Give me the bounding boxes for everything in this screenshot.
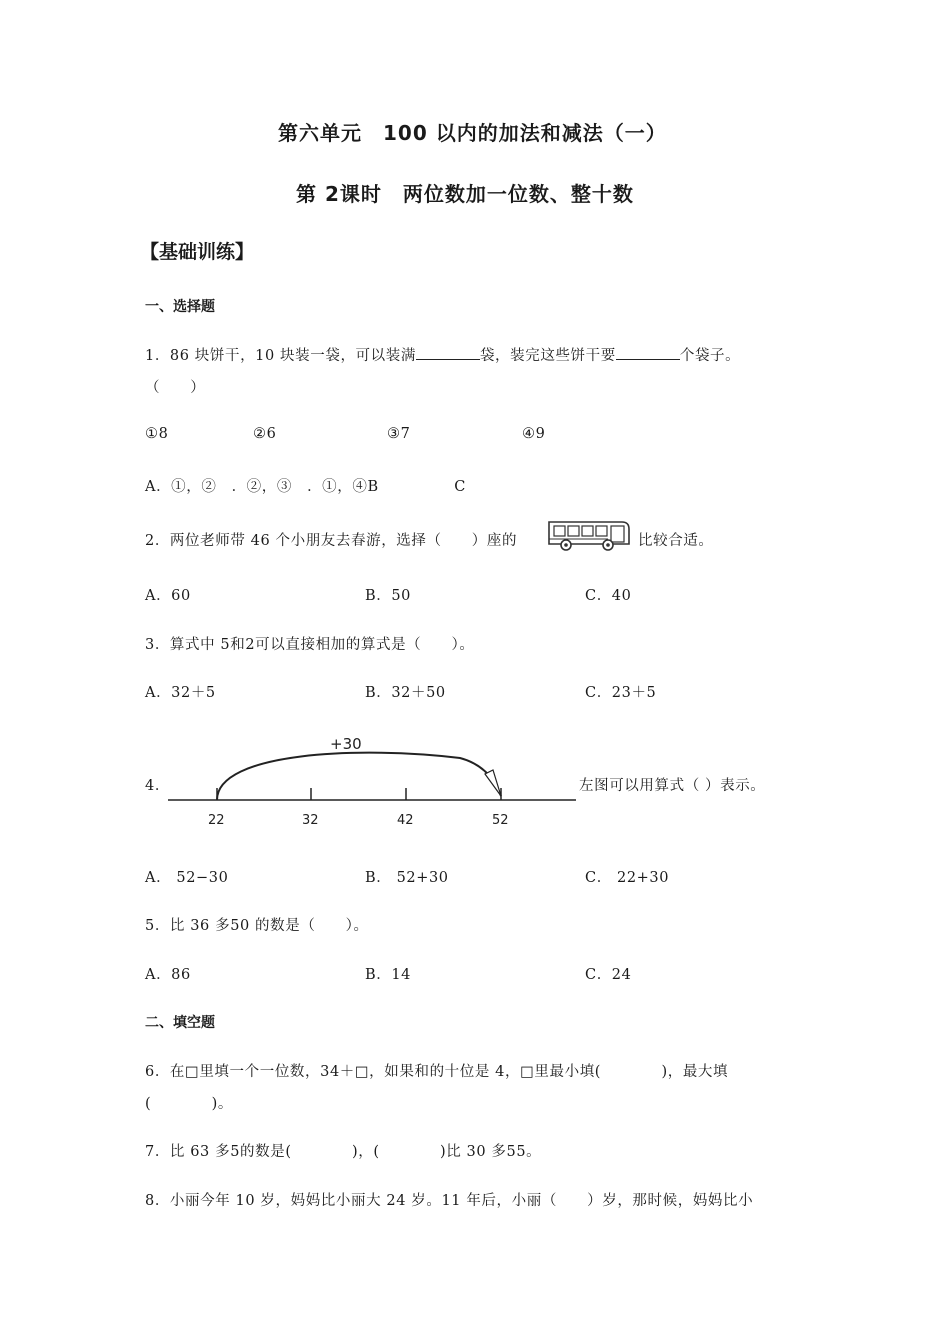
- q1-item-4: ④9: [522, 426, 546, 442]
- tick-label-22: 22: [208, 813, 225, 828]
- q4-option-a[interactable]: A． 52−30: [145, 870, 229, 886]
- q3-text: 3．算式中 5和2可以直接相加的算式是（ ）。: [145, 637, 475, 653]
- question-1: [145, 344, 740, 365]
- q7-text: 7．比 63 多5的数是( )，( )比 30 多55。: [145, 1144, 542, 1160]
- q8-text: 8．小丽今年 10 岁，妈妈比小丽大 24 岁。11 年后，小丽（ ）岁，那时候，妈妈比小: [145, 1193, 754, 1209]
- q1-answer-paren[interactable]: （ ）: [145, 380, 206, 396]
- q4-option-b[interactable]: B． 52+30: [365, 870, 449, 886]
- q4-number: 4．: [145, 778, 170, 794]
- q5-text: 5．比 36 多50 的数是（ ）。: [145, 918, 369, 934]
- tick-label-32: 32: [302, 813, 319, 828]
- q1-item-1: ①8: [145, 426, 169, 442]
- tick-label-42: 42: [397, 813, 414, 828]
- q1-item-3: ③7: [387, 426, 411, 442]
- q5-option-a[interactable]: A．86: [145, 967, 191, 983]
- q1-item-2: ②6: [253, 426, 277, 442]
- lesson-title: 第 2课时 两位数加一位数、整十数: [296, 182, 634, 206]
- number-line-diagram: [160, 728, 585, 832]
- q1-text-c: 个袋子。: [679, 348, 741, 364]
- bus-icon: [546, 518, 630, 554]
- arc-label: +30: [330, 735, 362, 753]
- q2-text-a: 2．两位老师带 46 个小朋友去春游，选择（ ）座的: [145, 533, 518, 549]
- section-fill-title: 二、填空题: [145, 1015, 215, 1031]
- q5-option-c[interactable]: C．24: [585, 967, 632, 983]
- q2-text-b: 比较合适。: [638, 533, 714, 549]
- q6-line-1: 6．在□里填一个一位数，34＋□，如果和的十位是 4，□里最小填( )，最大填: [145, 1064, 729, 1080]
- section-heading: 【基础训练】: [140, 241, 255, 263]
- q4-option-c[interactable]: C． 22+30: [585, 870, 670, 886]
- q4-text: 左图可以用算式（ ）表示。: [579, 778, 766, 794]
- q1-text-b: 袋，装完这些饼干要: [479, 348, 616, 364]
- arrow-head-icon: [485, 770, 501, 796]
- section-choice-title: 一、选择题: [145, 299, 215, 315]
- q3-option-c[interactable]: C．23＋5: [585, 685, 657, 701]
- q1-options[interactable]: A．①，② ．②，③ ．①，④B C: [145, 479, 466, 495]
- q3-option-a[interactable]: A．32＋5: [145, 685, 216, 701]
- q2-option-a[interactable]: A．60: [145, 588, 191, 604]
- q5-option-b[interactable]: B．14: [365, 967, 412, 983]
- q1-text-a: 1．86 块饼干，10 块装一袋，可以装满: [145, 348, 416, 364]
- q6-line-2: ( )。: [145, 1096, 234, 1112]
- tick-label-52: 52: [492, 813, 509, 828]
- q2-option-b[interactable]: B．50: [365, 588, 412, 604]
- q3-option-b[interactable]: B．32＋50: [365, 685, 446, 701]
- unit-title: 第六单元 100 以内的加法和减法（一）: [278, 121, 667, 145]
- q1-blank-1[interactable]: [416, 345, 480, 360]
- q2-option-c[interactable]: C．40: [585, 588, 632, 604]
- jump-arc: [217, 753, 501, 800]
- q1-blank-2[interactable]: [616, 345, 680, 360]
